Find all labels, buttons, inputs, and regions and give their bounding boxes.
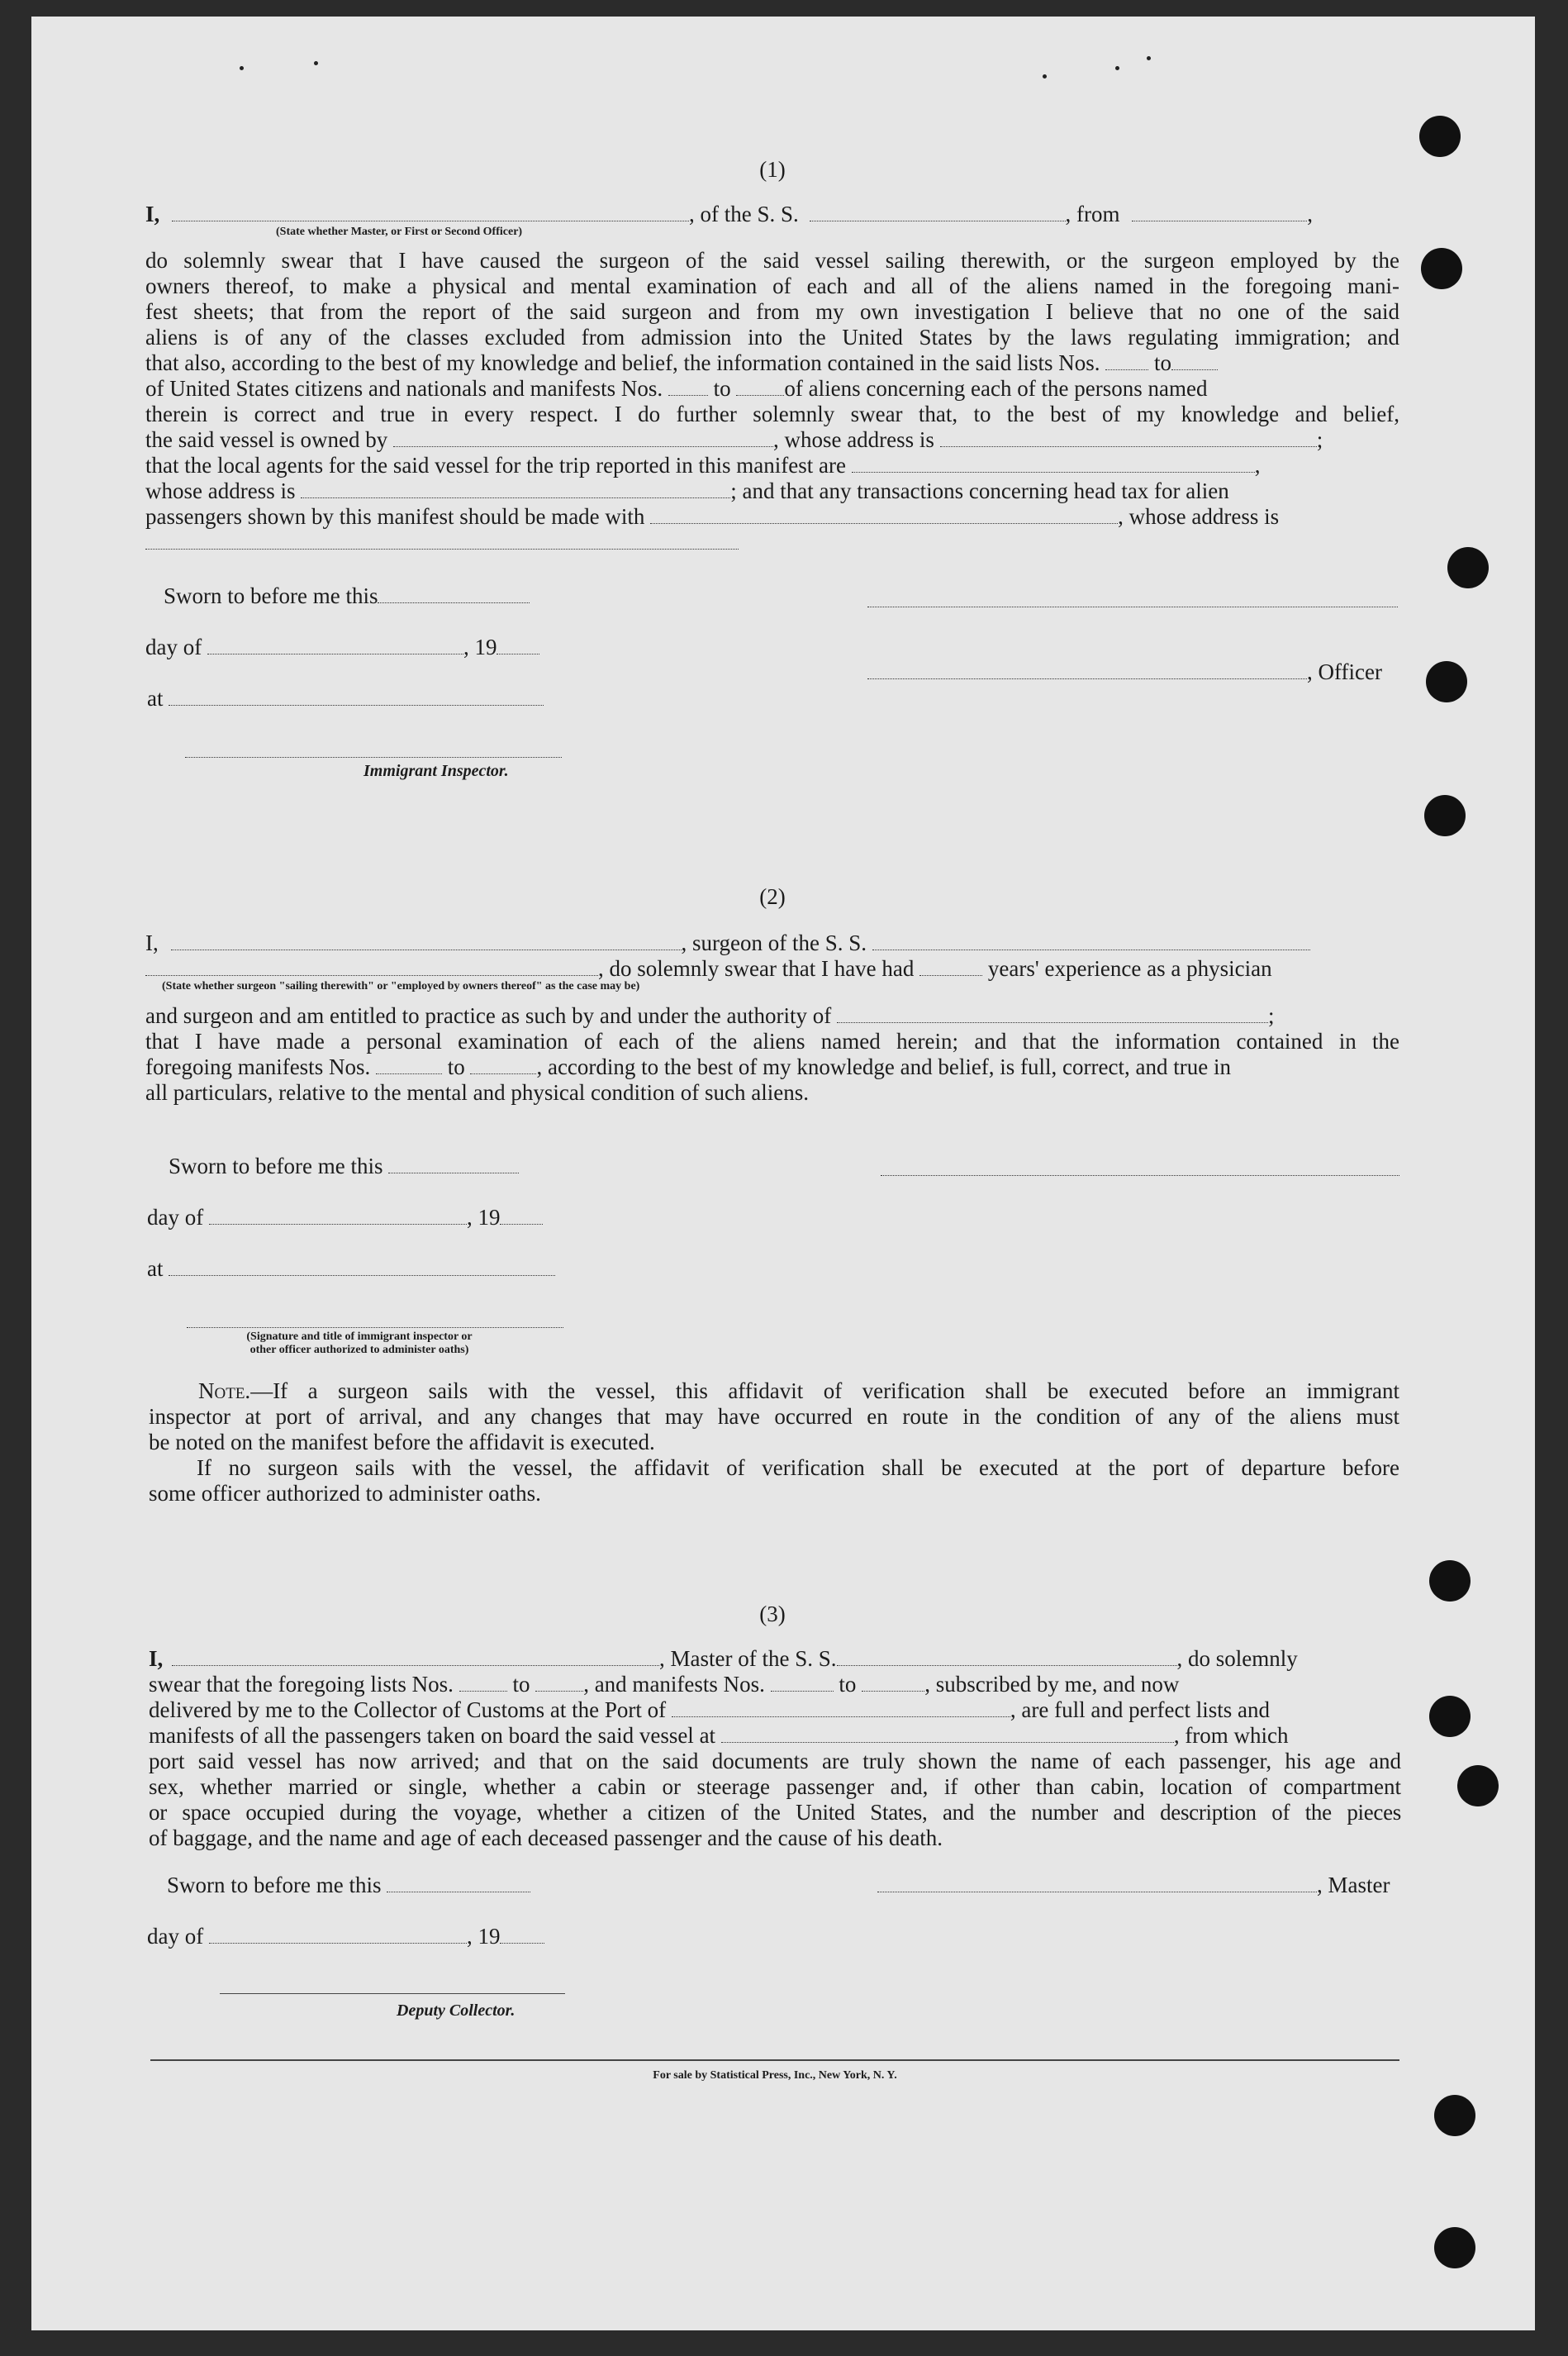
officer-name-field[interactable]	[172, 202, 689, 221]
section2-number: (2)	[759, 884, 786, 909]
text-line	[149, 1378, 1399, 1404]
text-line: If no surgeon sails with the vessel, the affidavit of verification shall be executed at the port of departure before	[197, 1455, 1399, 1480]
text: whose address is	[145, 478, 296, 503]
text-line	[145, 453, 1399, 478]
text-line	[149, 1646, 1401, 1672]
day-of-field[interactable]	[209, 1206, 467, 1225]
text: ,	[1307, 202, 1314, 226]
text-line	[149, 1723, 1401, 1749]
speck	[1147, 56, 1151, 60]
text: delivered by me to the Collector of Customs at the Port of	[149, 1697, 667, 1722]
vessel-name-field[interactable]	[810, 202, 1066, 221]
day-line	[145, 635, 539, 660]
text-line	[145, 376, 1399, 402]
text-line: fest sheets; that from the report of the said surgeon and from my own investigation I believe that no one of the said	[145, 299, 1399, 324]
surgeon-name-field[interactable]	[171, 931, 682, 950]
text-line	[149, 1672, 1401, 1697]
text: day of	[147, 1205, 204, 1230]
text: passengers shown by this manifest should be made with	[145, 504, 645, 529]
text: , Master	[1317, 1873, 1390, 1897]
inspector-signature-field[interactable]	[185, 739, 562, 758]
text: to	[447, 1054, 465, 1079]
lists-from-field[interactable]	[1105, 351, 1148, 370]
local-agents-field[interactable]	[852, 454, 1255, 473]
text: that the local agents for the said vessel for the trip reported in this manifest are	[145, 453, 846, 478]
text: day of	[145, 635, 202, 659]
speck	[1115, 66, 1119, 70]
text: ;	[1316, 427, 1323, 452]
sworn-day-field[interactable]	[387, 1873, 530, 1892]
text: and surgeon and am entitled to practice as such by and under the authority of	[145, 1003, 832, 1028]
punch-hole	[1429, 1560, 1471, 1602]
text-line	[145, 504, 1399, 530]
text: Sworn to before me this	[164, 583, 378, 608]
master-signature-field[interactable]	[877, 1873, 1317, 1892]
text: to	[1153, 350, 1171, 375]
surgeon-type-field[interactable]	[145, 957, 598, 976]
note-block	[149, 1378, 1399, 1506]
speck	[314, 61, 318, 65]
text: I,	[145, 202, 160, 226]
sworn-line	[164, 583, 530, 609]
sworn-line	[169, 1154, 519, 1179]
text: I,	[149, 1646, 164, 1671]
officer-line	[867, 659, 1382, 685]
manifests-to-field[interactable]	[470, 1055, 536, 1074]
text: —If a surgeon sails with the vessel, this affidavit of verification shall be executed before an immigrant	[250, 1378, 1399, 1403]
speck	[240, 66, 244, 70]
text: I,	[145, 931, 159, 955]
master-name-field[interactable]	[172, 1647, 659, 1666]
day-of-field[interactable]	[207, 635, 463, 654]
punch-hole	[1447, 547, 1489, 588]
text: , from which	[1173, 1723, 1289, 1748]
text-line: do solemnly swear that I have caused the surgeon of the said vessel sailing therewith, or the surgeon employed by the	[145, 248, 1399, 273]
text-line: be noted on the manifest before the affidavit is executed.	[149, 1430, 655, 1454]
printer-credit: For sale by Statistical Press, Inc., New York, N. Y.	[653, 2069, 897, 2082]
punch-hole	[1421, 248, 1462, 289]
footer-rule	[150, 2059, 1399, 2061]
text: ;	[1268, 1003, 1275, 1028]
officer-caption: (State whether Master, or First or Second Officer)	[276, 226, 523, 238]
text: , subscribed by me, and now	[924, 1672, 1180, 1697]
at-line	[147, 686, 544, 712]
text: ; and that any transactions concerning head tax for alien	[730, 478, 1229, 503]
lists-from-field[interactable]	[459, 1673, 507, 1692]
punch-hole	[1434, 2227, 1475, 2268]
port-field[interactable]	[672, 1698, 1010, 1717]
owner-address-field[interactable]	[940, 428, 1317, 447]
section1-paragraph	[145, 248, 1399, 555]
text-line: all particulars, relative to the mental and physical condition of such aliens.	[145, 1080, 809, 1105]
lists-to-field[interactable]	[1171, 351, 1218, 370]
text-line	[145, 1054, 1399, 1080]
speck	[1043, 74, 1047, 79]
boarding-port-field[interactable]	[721, 1724, 1174, 1743]
text: ,	[1254, 453, 1261, 478]
at-place-field[interactable]	[169, 687, 544, 706]
at-line	[147, 1256, 555, 1282]
text: years' experience as a physician	[987, 956, 1272, 981]
text-line	[145, 530, 1399, 555]
manifests-from-field[interactable]	[771, 1673, 834, 1692]
text: Sworn to before me this	[169, 1154, 383, 1178]
text-line: sex, whether married or single, whether a cabin or steerage passenger and, if other than cabin, location of compartment	[149, 1774, 1401, 1799]
year-field[interactable]	[497, 635, 539, 654]
text: , surgeon of the S. S.	[681, 931, 867, 955]
vessel-name-field[interactable]	[837, 1647, 1177, 1666]
punch-hole	[1429, 1696, 1471, 1737]
section2-line2	[145, 956, 1399, 982]
text-line: therein is correct and true in every respect. I do further solemnly swear that, to the best of my knowledge and belief,	[145, 402, 1399, 426]
text-line	[145, 478, 1399, 504]
text-line: or space occupied during the voyage, whether a citizen of the United States, and the number and description of the pieces	[149, 1800, 1401, 1825]
text: , according to the best of my knowledge and belief, is full, correct, and true in	[536, 1054, 1231, 1079]
text: day of	[147, 1924, 204, 1949]
text: of aliens concerning each of the persons named	[784, 376, 1208, 401]
text: at	[147, 1256, 164, 1281]
punch-hole	[1426, 661, 1467, 702]
manifests-to-field[interactable]	[736, 377, 784, 396]
sworn-line	[167, 1873, 530, 1898]
punch-hole	[1434, 2095, 1475, 2136]
head-tax-party-field[interactable]	[650, 505, 1118, 524]
text: that also, according to the best of my knowledge and belief, the information contained in the said lists Nos.	[145, 350, 1100, 375]
manifests-from-field[interactable]	[668, 377, 708, 396]
text: at	[147, 686, 164, 711]
text: of United States citizens and nationals and manifests Nos.	[145, 376, 663, 401]
text-line	[145, 1003, 1399, 1029]
text: , Officer	[1307, 659, 1382, 684]
from-port-field[interactable]	[1132, 202, 1307, 221]
text: , are full and perfect lists and	[1010, 1697, 1271, 1722]
text-line: of baggage, and the name and age of each deceased passenger and the cause of his death.	[149, 1825, 943, 1850]
deputy-caption: Deputy Collector.	[397, 2001, 516, 2020]
owner-field[interactable]	[393, 428, 773, 447]
text-line	[145, 350, 1399, 376]
head-tax-address-field[interactable]	[145, 531, 739, 550]
text-line: that I have made a personal examination of each of the aliens named herein; and that the information contained in the	[145, 1029, 1399, 1054]
master-line	[877, 1873, 1390, 1898]
sworn-day-field[interactable]	[388, 1154, 519, 1173]
section1-number: (1)	[759, 157, 786, 182]
manifests-to-field[interactable]	[862, 1673, 924, 1692]
text: Sworn to before me this	[167, 1873, 382, 1897]
manifests-from-field[interactable]	[376, 1055, 442, 1074]
text-line: aliens is of any of the classes excluded from admission into the United States by the laws regulating immigration; and	[145, 325, 1399, 350]
text-line: owners thereof, to make a physical and mental examination of each and all of the aliens named in the foregoing mani-	[145, 274, 1399, 298]
text: , Master of the S. S.	[659, 1646, 837, 1671]
officer-signature-field[interactable]	[867, 588, 1398, 607]
section2-paragraph	[145, 1003, 1399, 1106]
text: , whose address is	[1118, 504, 1280, 529]
text: , from	[1065, 202, 1120, 226]
punch-hole	[1419, 116, 1461, 157]
caption-line: other officer authorized to administer oaths)	[249, 1344, 469, 1356]
note-label: Note.	[198, 1378, 251, 1403]
day-line	[147, 1924, 544, 1949]
text: , whose address is	[772, 427, 934, 452]
punch-hole	[1457, 1765, 1499, 1806]
signature-caption	[190, 1330, 529, 1357]
surgeon-vessel-field[interactable]	[872, 931, 1310, 950]
text: , do solemnly	[1176, 1646, 1298, 1671]
text-line: port said vessel has now arrived; and that on the said documents are truly shown the name of each passenger, his age and	[149, 1749, 1401, 1773]
inspector-signature-field[interactable]	[187, 1309, 563, 1328]
section1-line1	[145, 202, 1399, 227]
punch-hole	[1424, 795, 1466, 836]
text: to	[512, 1672, 530, 1697]
text: , of the S. S.	[689, 202, 799, 226]
text: , 19	[466, 1205, 501, 1230]
text-line: some officer authorized to administer oaths.	[149, 1481, 541, 1506]
deputy-signature-field[interactable]	[220, 1993, 565, 1994]
text: to	[839, 1672, 857, 1697]
year-field[interactable]	[500, 1925, 544, 1944]
text: foregoing manifests Nos.	[145, 1054, 371, 1079]
text: , 19	[463, 635, 497, 659]
caption-line: (Signature and title of immigrant inspector or	[246, 1330, 473, 1343]
text: , and manifests Nos.	[583, 1672, 765, 1697]
text: , do solemnly swear that I have had	[598, 956, 915, 981]
section2-line1	[145, 931, 1399, 956]
years-experience-field[interactable]	[919, 957, 982, 976]
section3-paragraph	[149, 1646, 1401, 1851]
section3-number: (3)	[759, 1602, 786, 1626]
text: swear that the foregoing lists Nos.	[149, 1672, 454, 1697]
text-line: inspector at port of arrival, and any changes that may have occurred en route in the condition of any of the aliens must	[149, 1404, 1399, 1429]
day-of-field[interactable]	[209, 1925, 467, 1944]
text-line	[145, 427, 1399, 453]
inspector-caption: Immigrant Inspector.	[363, 762, 509, 780]
text: the said vessel is owned by	[145, 427, 388, 452]
surgeon-caption: (State whether surgeon "sailing therewith" or "employed by owners thereof" as the case may be)	[162, 980, 640, 992]
text: , 19	[466, 1924, 501, 1949]
lists-to-field[interactable]	[535, 1673, 583, 1692]
sworn-day-field[interactable]	[378, 584, 530, 603]
year-field[interactable]	[500, 1206, 543, 1225]
authority-field[interactable]	[837, 1004, 1268, 1023]
text: to	[713, 376, 731, 401]
day-line	[147, 1205, 543, 1230]
at-place-field[interactable]	[169, 1257, 555, 1276]
text: manifests of all the passengers taken on board the said vessel at	[149, 1723, 716, 1748]
surgeon-signature-field[interactable]	[881, 1157, 1399, 1176]
officer-title-field[interactable]	[867, 660, 1307, 679]
text-line	[149, 1697, 1401, 1723]
agents-address-field[interactable]	[301, 479, 730, 498]
